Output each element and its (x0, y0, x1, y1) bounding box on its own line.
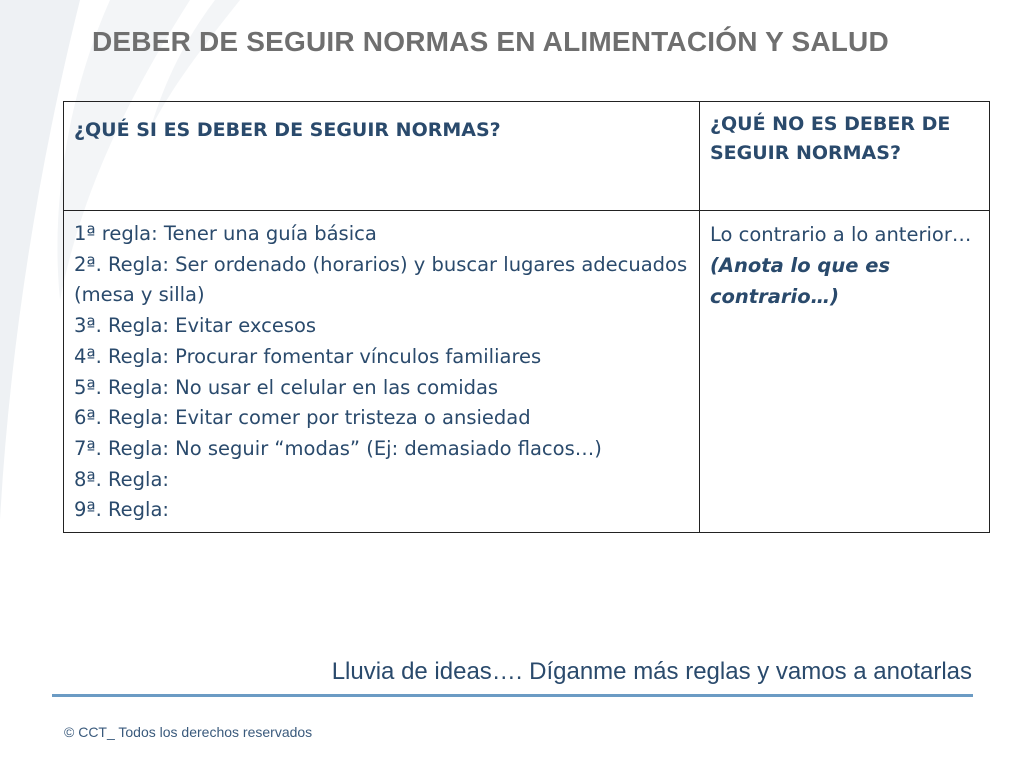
rule-item: 3ª. Regla: Evitar excesos (74, 314, 317, 338)
table-body-row (64, 211, 990, 533)
rule-item: 4ª. Regla: Procurar fomentar vínculos familiares (74, 344, 542, 368)
rule-item: 5ª. Regla: No usar el celular en las comidas (74, 375, 499, 399)
header-cell-no: ¿QUÉ NO ES DEBER DE SEGUIR NORMAS? (699, 102, 989, 211)
rule-item: 9ª. Regla: (74, 498, 169, 522)
rules-cell (64, 211, 700, 533)
contrary-cell (699, 211, 989, 533)
rule-item: 8ª. Regla: (74, 467, 169, 491)
rules-table (63, 101, 990, 533)
rule-item: 7ª. Regla: No seguir “modas” (Ej: demasiado flacos…) (74, 436, 602, 460)
rule-item: 6ª. Regla: Evitar comer por tristeza o ansiedad (74, 406, 531, 430)
contrary-note: (Anota lo que es contrario…) (709, 254, 891, 308)
rule-item: 1ª regla: Tener una guía básica (74, 222, 377, 245)
header-cell-yes: ¿QUÉ SI ES DEBER DE SEGUIR NORMAS? (64, 102, 700, 211)
slide-title: DEBER DE SEGUIR NORMAS EN ALIMENTACIÓN Y SALUD (92, 26, 889, 57)
table-header-row (64, 102, 990, 211)
footer-divider (52, 694, 973, 697)
contrary-text: Lo contrario a lo anterior… (709, 223, 972, 246)
brainstorm-prompt: Lluvia de ideas…. Díganme más reglas y vamos a anotarlas (331, 658, 972, 685)
rule-item: 2ª. Regla: Ser ordenado (horarios) y buscar lugares adecuados (mesa y silla) (74, 252, 688, 307)
copyright-footer: © CCT_ Todos los derechos reservados (64, 724, 313, 740)
